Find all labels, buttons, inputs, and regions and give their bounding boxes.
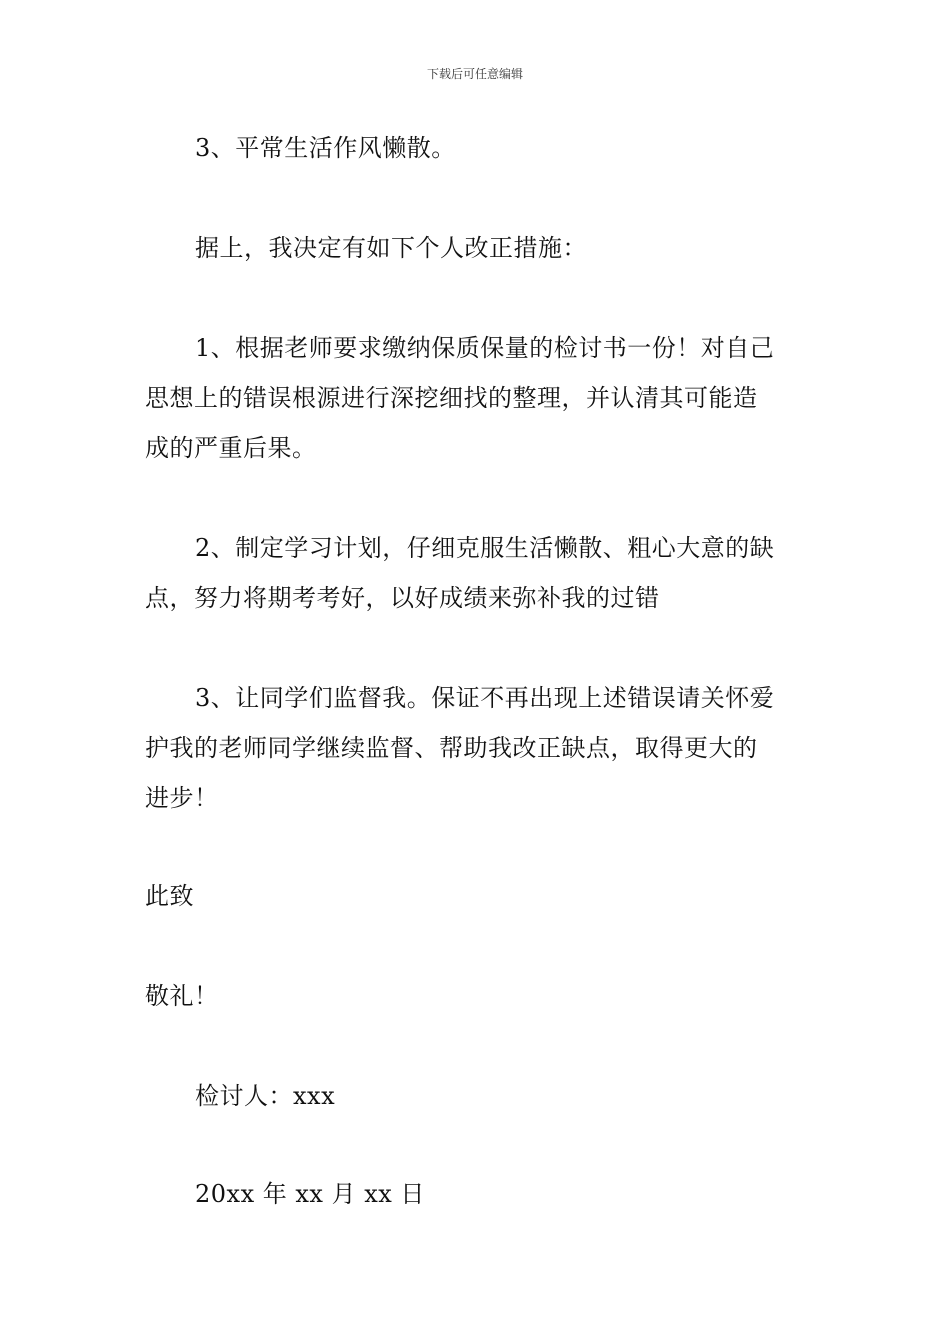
paragraph-measure-1 bbox=[145, 323, 810, 473]
measure-3-line-1: 3、让同学们监督我。保证不再出现上述错误请关怀爱 bbox=[195, 684, 775, 712]
closing-salutation: 此致 bbox=[145, 882, 194, 910]
measure-2-line-2: 点，努力将期考考好，以好成绩来弥补我的过错 bbox=[145, 584, 660, 612]
paragraph-measure-2 bbox=[145, 523, 810, 623]
paragraph-item-3-habit: 3、平常生活作风懒散。 bbox=[195, 134, 456, 162]
measure-3-line-2: 护我的老师同学继续监督、帮助我改正缺点，取得更大的 bbox=[145, 734, 758, 762]
measure-1-line-3: 成的严重后果。 bbox=[145, 434, 317, 462]
measure-1-line-1: 1、根据老师要求缴纳保质保量的检讨书一份！对自己 bbox=[195, 334, 775, 362]
paragraph-measures-intro: 据上，我决定有如下个人改正措施： bbox=[195, 234, 587, 262]
measure-1-line-2: 思想上的错误根源进行深挖细找的整理，并认清其可能造 bbox=[145, 384, 758, 412]
measure-2-line-1: 2、制定学习计划，仔细克服生活懒散、粗心大意的缺 bbox=[195, 534, 775, 562]
closing-respect: 敬礼！ bbox=[145, 982, 219, 1010]
measure-3-line-3: 进步！ bbox=[145, 784, 219, 812]
date-line: 20xx 年 xx 月 xx 日 bbox=[195, 1180, 425, 1208]
page-header-note: 下载后可任意编辑 bbox=[426, 67, 523, 81]
signer-line: 检讨人：xxx bbox=[195, 1082, 336, 1110]
paragraph-measure-3 bbox=[145, 673, 810, 823]
